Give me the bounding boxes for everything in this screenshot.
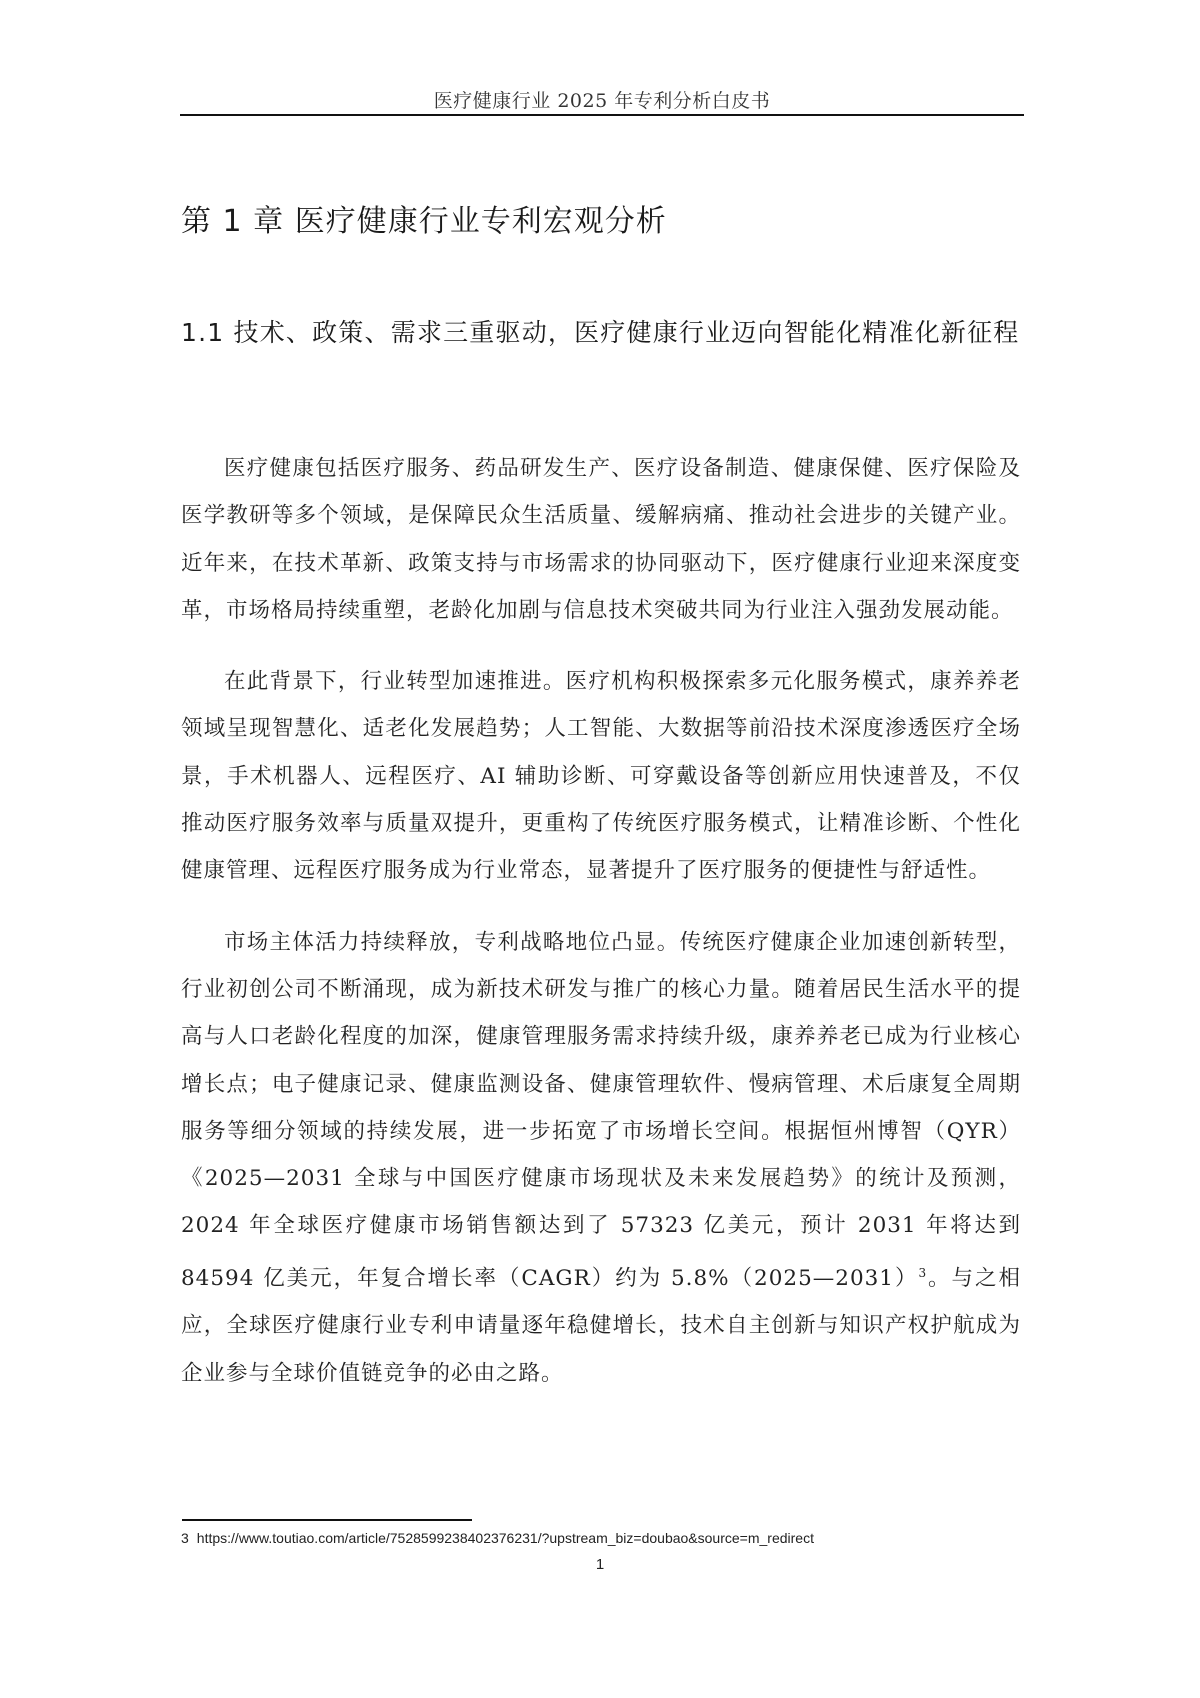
chapter-title: 第 1 章 医疗健康行业专利宏观分析 — [181, 204, 667, 239]
footnote-link[interactable]: https://www.toutiao.com/article/7528599238402376231/?upstream_biz=doubao&source=m_redirect — [196, 1530, 814, 1546]
footnote-reference[interactable]: 3 — [918, 1265, 928, 1280]
footnote-divider — [182, 1519, 472, 1521]
footnote-number: 3 — [181, 1530, 189, 1546]
footnote — [181, 1530, 814, 1546]
body-text — [181, 445, 1021, 1421]
page-number: 1 — [595, 1556, 605, 1573]
paragraph-3-text-end: 。与之相应，全球医疗健康行业专利申请量逐年稳健增长，技术自主创新与知识产权护航成为企业参与全球价值链竞争的必由之路。 — [181, 1265, 1021, 1386]
running-header: 医疗健康行业 2025 年专利分析白皮书 — [433, 90, 771, 112]
header-divider — [180, 114, 1024, 116]
paragraph-2: 在此背景下，行业转型加速推进。医疗机构积极探索多元化服务模式，康养养老领域呈现智慧化、适老化发展趋势；人工智能、大数据等前沿技术深度渗透医疗全场景，手术机器人、远程医疗、AI 辅助诊断、可穿戴设备等创新应用快速普及，不仅推动医疗服务效率与质量双提升，更重构了传统医疗服务模式，让精准诊断、个性化健康管理、远程医疗服务成为行业常态，显著提升了医疗服务的便捷性与舒适性。 — [181, 669, 1021, 884]
section-title: 1.1 技术、政策、需求三重驱动，医疗健康行业迈向智能化精准化新征程 — [181, 318, 1020, 347]
paragraph-3-text: 市场主体活力持续释放，专利战略地位凸显。传统医疗健康企业加速创新转型，行业初创公司不断涌现，成为新技术研发与推广的核心力量。随着居民生活水平的提高与人口老龄化程度的加深，健康管理服务需求持续升级，康养养老已成为行业核心增长点；电子健康记录、健康监测设备、健康管理软件、慢病管理、术后康复全周期服务等细分领域的持续发展，进一步拓宽了市场增长空间。根据恒州博智（QYR）《2025—2031 全球与中国医疗健康市场现状及未来发展趋势》的统计及预测，2024 年全球医疗健康市场销售额达到了 57323 亿美元，预计 2031 年将达到 84594 亿美元，年复合增长率（CAGR）约为 5.8%（2025—2031） — [181, 929, 1021, 1291]
paragraph-1: 医疗健康包括医疗服务、药品研发生产、医疗设备制造、健康保健、医疗保险及医学教研等多个领域，是保障民众生活质量、缓解病痛、推动社会进步的关键产业。近年来，在技术革新、政策支持与市场需求的协同驱动下，医疗健康行业迎来深度变革，市场格局持续重塑，老龄化加剧与信息技术突破共同为行业注入强劲发展动能。 — [181, 456, 1021, 623]
paragraph-3 — [181, 919, 1021, 1397]
